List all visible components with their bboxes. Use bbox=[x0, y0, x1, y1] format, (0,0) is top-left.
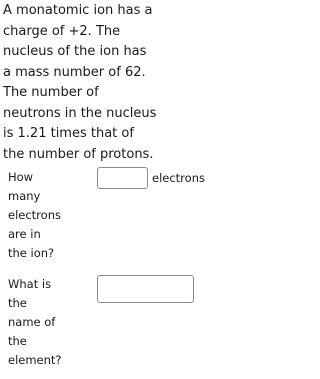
question-1-label-line: are in bbox=[8, 227, 41, 241]
question-1-label-line: electrons bbox=[8, 208, 61, 222]
question-2-label-line: name of bbox=[8, 315, 56, 329]
problem-line: charge of +2. The bbox=[3, 23, 121, 39]
question-1-label-line: the ion? bbox=[8, 246, 55, 260]
question-1-label-line: How bbox=[8, 170, 34, 184]
problem-line: the number of protons. bbox=[3, 146, 154, 162]
problem-line: is 1.21 times that of bbox=[3, 126, 134, 141]
problem-line: The number of bbox=[3, 85, 99, 100]
problem-statement bbox=[3, 1, 195, 165]
electron-count-input[interactable] bbox=[97, 167, 148, 189]
question-2-label-line: What is bbox=[8, 277, 52, 291]
question-2-label-line: the bbox=[8, 334, 27, 348]
element-name-input[interactable] bbox=[97, 275, 194, 303]
problem-line: neutrons in the nucleus bbox=[3, 105, 157, 121]
electrons-unit-label: electrons bbox=[152, 171, 205, 185]
problem-line: A monatomic ion has a bbox=[3, 3, 153, 18]
question-2-label-line: element? bbox=[8, 353, 62, 367]
problem-line: nucleus of the ion has bbox=[3, 44, 147, 59]
question-1-label-line: many bbox=[8, 189, 41, 203]
problem-line: a mass number of 62. bbox=[3, 64, 146, 80]
question-1-label bbox=[8, 168, 61, 263]
question-2-label-line: the bbox=[8, 296, 27, 310]
question-2-label bbox=[8, 275, 62, 370]
